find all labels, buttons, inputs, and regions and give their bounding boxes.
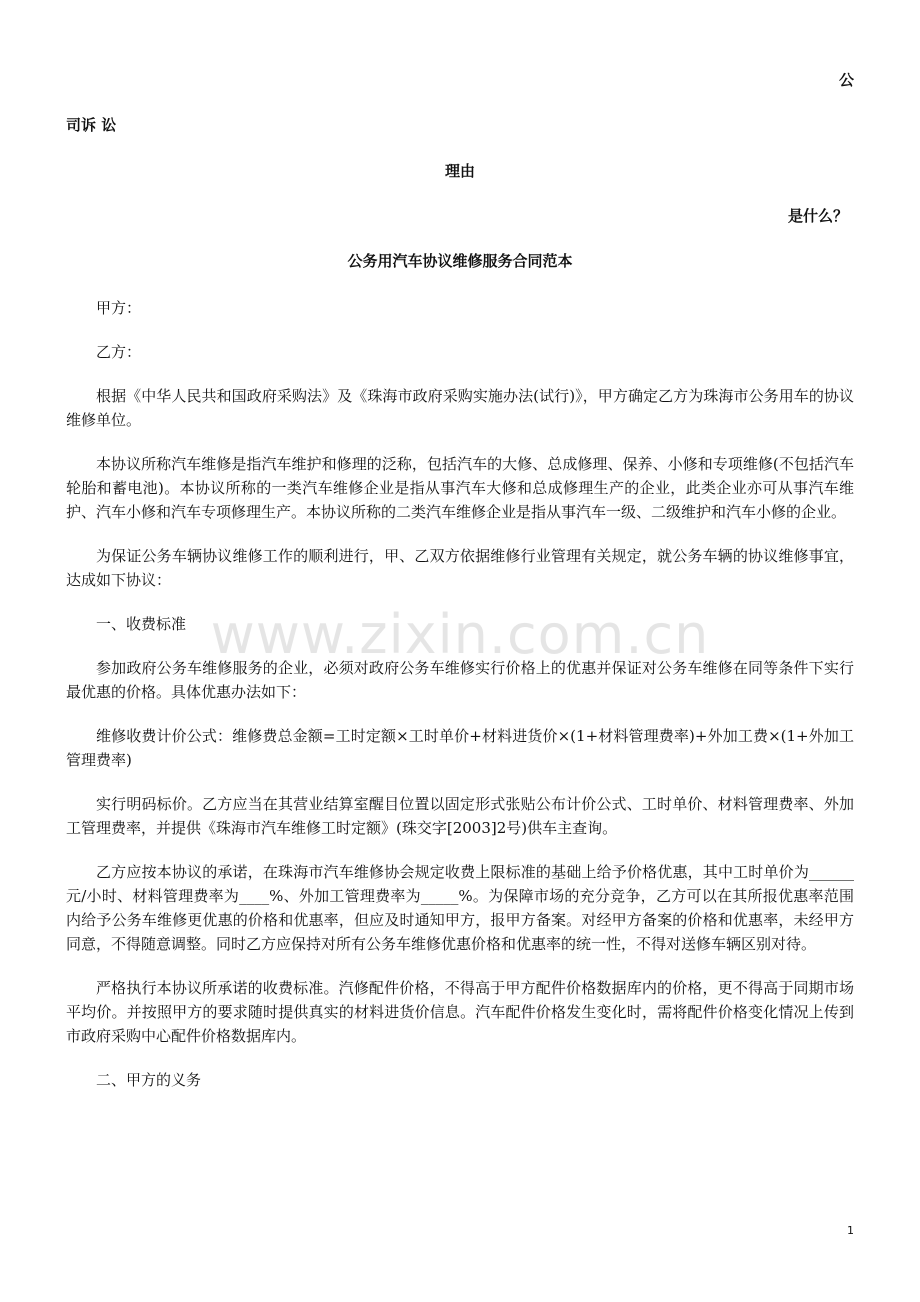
section-heading-party-a-duties: 二、甲方的义务 xyxy=(96,1071,202,1089)
section-heading-fees: 一、收费标准 xyxy=(96,615,187,633)
page-number: 1 xyxy=(847,1224,854,1237)
header-line-3: 理由 xyxy=(444,162,475,180)
paragraph-definition: 本协议所称汽车维修是指汽车维护和修理的泛称，包括汽车的大修、总成修理、保养、小修和专项维修(不包括汽车轮胎和蓄电池)。本协议所称的一类汽车维修企业是指从事汽车大修和总成修理生产的企业，此类企业亦可从事汽车维护、汽车小修和汽车专项修理生产。本协议所称的二类汽车维修企业是指从事汽车一级、二级维护和汽车小修的企业。 xyxy=(66,455,854,521)
document-title: 公务用汽车协议维修服务合同范本 xyxy=(347,252,573,270)
paragraph-discount-intro: 参加政府公务车维修服务的企业，必须对政府公务车维修实行价格上的优惠并保证对公务车维修在同等条件下实行最优惠的价格。具体优惠办法如下： xyxy=(66,659,854,701)
header-line-4: 是什么？ xyxy=(787,207,848,225)
paragraph-party-b: 乙方： xyxy=(96,343,142,361)
document-body xyxy=(66,296,854,1112)
paragraph-strict-execution: 严格执行本协议所承诺的收费标准。汽修配件价格，不得高于甲方配件价格数据库内的价格，更不得高于同期市场平均价。并按照甲方的要求随时提供真实的材料进货价信息。汽车配件价格发生变化时，需将配件价格变化情况上传到市政府采购中心配件价格数据库内。 xyxy=(66,979,854,1045)
paragraph-basis: 根据《中华人民共和国政府采购法》及《珠海市政府采购实施办法(试行)》，甲方确定乙方为珠海市公务用车的协议维修单位。 xyxy=(66,387,854,429)
paragraph-price-display: 实行明码标价。乙方应当在其营业结算室醒目位置以固定形式张贴公布计价公式、工时单价、材料管理费率、外加工管理费率，并提供《珠海市汽车维修工时定额》(珠交字[2003]2号)供车主查询。 xyxy=(66,795,854,837)
paragraph-purpose: 为保证公务车辆协议维修工作的顺利进行，甲、乙双方依据维修行业管理有关规定，就公务车辆的协议维修事宜，达成如下协议： xyxy=(66,547,854,589)
paragraph-party-a: 甲方： xyxy=(96,299,142,317)
paragraph-commitment: 乙方应按本协议的承诺，在珠海市汽车维修协会规定收费上限标准的基础上给予价格优惠，其中工时单价为______元/小时、材料管理费率为____%、外加工管理费率为_____%。为保障市场的充分竞争，乙方可以在其所报优惠率范围内给予公务车维修更优惠的价格和优惠率，但应及时通知甲方，报甲方备案。对经甲方备案的价格和优惠率，未经甲方同意，不得随意调整。同时乙方应保持对所有公务车维修优惠价格和优惠率的统一性，不得对送修车辆区别对待。 xyxy=(66,863,854,953)
paragraph-formula: 维修收费计价公式：维修费总金额=工时定额×工时单价+材料进货价×(1+材料管理费率)+外加工费×(1+外加工管理费率) xyxy=(66,727,854,769)
header-line-1: 公 xyxy=(838,71,854,89)
watermark: www.zixin.com.cn xyxy=(210,603,710,666)
header-line-2: 司诉 讼 xyxy=(66,116,117,134)
